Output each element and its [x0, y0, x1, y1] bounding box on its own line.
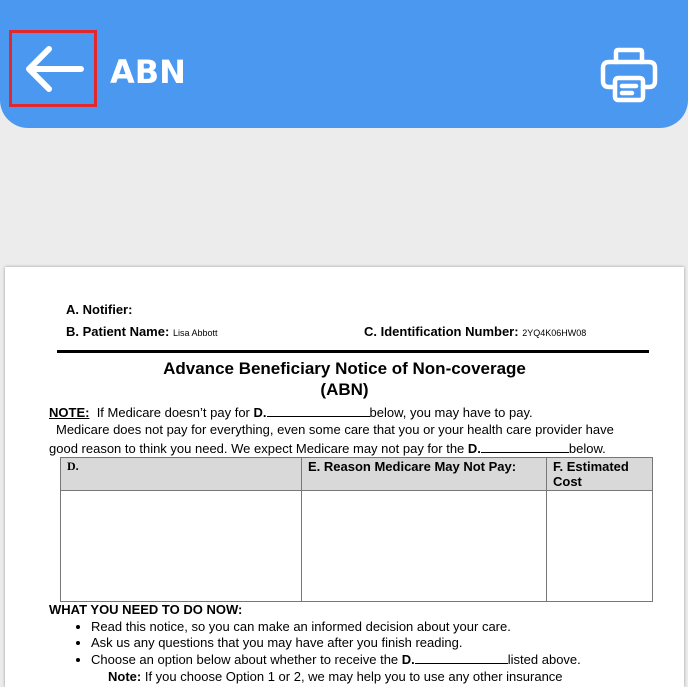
cell-reason[interactable]	[302, 491, 547, 602]
list-item	[91, 651, 581, 668]
document-subtitle: (ABN)	[320, 380, 369, 399]
identification-value: 2YQ4K06HW08	[522, 328, 587, 338]
app-bar	[0, 0, 688, 128]
note-line	[49, 404, 533, 420]
back-button[interactable]	[9, 30, 97, 107]
intro-line-3	[49, 440, 606, 456]
patient-name-label-text: B. Patient Name:	[66, 324, 170, 339]
intro-line-3-text: good reason to think you need. We expect Medicare may not pay for the	[49, 441, 465, 456]
notifier-label: A. Notifier:	[66, 302, 133, 317]
col-header-cost-line2: Cost	[553, 474, 582, 489]
note-label: NOTE:	[49, 405, 90, 420]
identification-number	[364, 324, 586, 339]
col-header-cost	[547, 458, 653, 491]
option-note-text: If you choose Option 1 or 2, we may help you to use any other insurance	[144, 669, 563, 684]
cell-cost[interactable]	[547, 491, 653, 602]
cell-item[interactable]	[61, 491, 302, 602]
d-blank-3	[415, 651, 508, 664]
identification-label: C. Identification Number:	[364, 324, 519, 339]
list-item-text: Choose an option below about whether to receive the	[91, 652, 399, 667]
col-header-d: D.	[61, 458, 302, 491]
d-label: D.	[253, 405, 267, 420]
intro-line-3-end: below.	[568, 441, 606, 456]
header-divider	[57, 350, 649, 353]
table-header-row	[61, 458, 653, 491]
note-text-a: If Medicare doesn’t pay for	[96, 405, 250, 420]
note-text-b: below, you may have to pay.	[369, 405, 533, 420]
col-header-reason: E. Reason Medicare May Not Pay:	[302, 458, 547, 491]
col-header-cost-line1: F. Estimated	[553, 459, 629, 474]
print-button[interactable]	[598, 44, 660, 106]
list-item: • Ask us any questions that you may have after you finish reading.	[91, 635, 581, 651]
list-item: • Read this notice, so you can make an informed decision about your care.	[91, 619, 581, 635]
arrow-left-icon	[21, 44, 85, 94]
printer-icon	[598, 44, 660, 106]
section-heading: WHAT YOU NEED TO DO NOW:	[49, 602, 243, 617]
d-label-2: D.	[467, 441, 481, 456]
intro-line-2: Medicare does not pay for everything, even some care that you or your health care provider have	[56, 422, 614, 437]
option-note-label: Note:	[108, 669, 142, 684]
d-blank-2	[481, 440, 569, 453]
d-label-3: D.	[401, 652, 415, 667]
instructions-list	[77, 619, 581, 668]
page-title: ABN	[110, 53, 186, 91]
patient-name-value: Lisa Abbott	[172, 328, 218, 338]
table-row	[61, 491, 653, 602]
list-item-end: listed above.	[507, 652, 581, 667]
patient-name-label	[66, 324, 217, 339]
abn-document	[5, 267, 684, 687]
d-blank	[267, 404, 370, 417]
services-table	[60, 457, 653, 602]
document-title: Advance Beneficiary Notice of Non-coverage	[163, 359, 526, 378]
